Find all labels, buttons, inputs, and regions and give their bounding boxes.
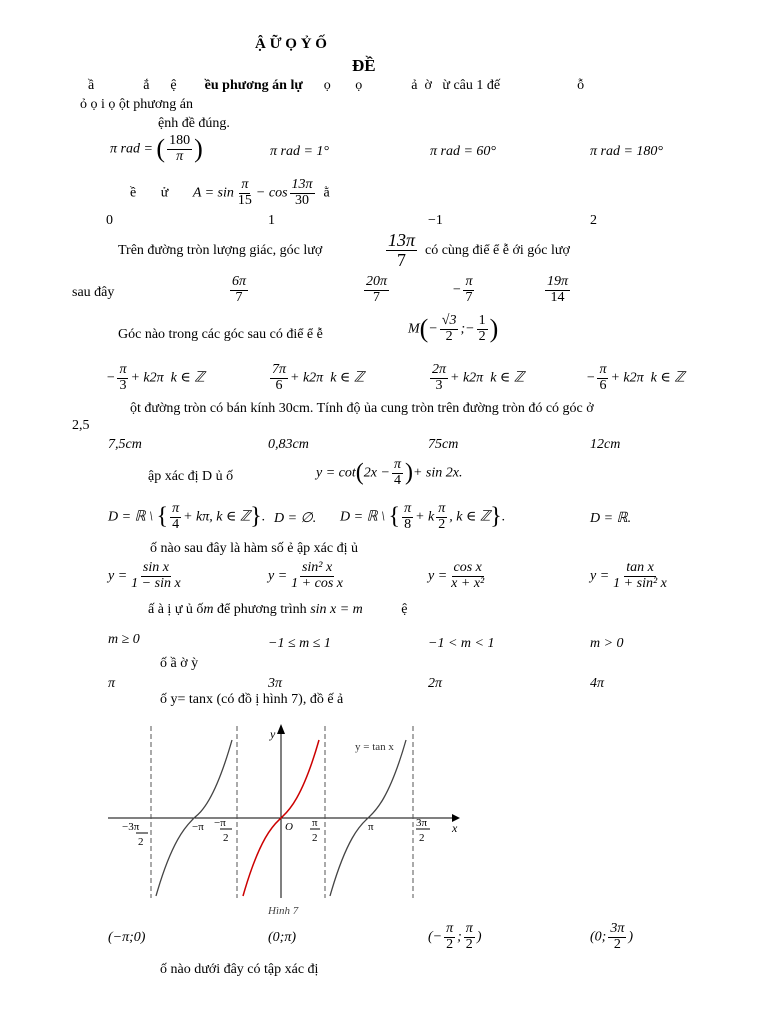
q9-option-d: 4π [590, 676, 605, 691]
q6-stem: ập xác đị D ủ ố [148, 469, 234, 484]
figure-caption: Hình 7 [268, 905, 299, 917]
q7-option-c: y = $\frac{\text{cos x}}{\text{x + x²}}$ [428, 560, 485, 591]
q1-option-b: π rad = 1° [270, 144, 330, 159]
q3-stem-2: có cùng điể ể ễ ới góc lượ [425, 243, 570, 258]
q8-m: m [203, 602, 214, 617]
q9-option-a: π [108, 676, 116, 691]
q10-option-b: (0;π) [268, 930, 296, 945]
y-axis-label: y [270, 727, 276, 741]
q6-option-c: D = ℝ \ { $\frac{\pi}{8}$ + k $\frac{\pi}{2}$ , k ∈ ℤ}. [340, 501, 506, 532]
q1-option-c: π rad = 60° [430, 144, 497, 159]
q4-option-c: $\frac{2\pi}{3}$ + k2π k ∈ ℤ [432, 362, 525, 393]
curve-label: y = tan x [355, 741, 394, 753]
tick-pi-2-num: π [312, 817, 318, 829]
q8-stem-text: ấ à ị ự ủ ố [148, 602, 204, 617]
q4-option-b: $\frac{7\pi}{6}$ + k2π k ∈ ℤ [272, 362, 365, 393]
q2-option-b: 1 [268, 213, 275, 228]
q4-stem: Góc nào trong các góc sau có điể ể ễ [118, 327, 323, 342]
tan-graph-figure [100, 718, 470, 918]
q4-option-d: − $\frac{\pi}{6}$ + k2π k ∈ ℤ [586, 362, 685, 393]
q6-option-a: D = ℝ \ { $\frac{\pi}{4}$ + kπ, k ∈ ℤ}. [108, 501, 266, 532]
q4-option-a: − $\frac{\pi}{3}$ + k2π k ∈ ℤ [106, 362, 205, 393]
q3-option-c: − $\frac{\pi}{7}$ [452, 274, 473, 305]
intro-line-1: ầ ắ ệ ều phương án lự ọ ọ ả ờ ừ câu 1 đế ỗ [88, 78, 585, 93]
intro-line-3: ệnh đề đúng. [158, 116, 230, 131]
q6-option-d: D = ℝ. [590, 511, 632, 526]
q10-stem: ố y= tanx (có đồ ị hình 7), đồ ế ả [160, 692, 344, 707]
q8-stem-2: để phương trình [217, 602, 307, 617]
q3-option-a: $\frac{6\pi}{7}$ [232, 274, 247, 305]
q7-stem: ố nào sau đây là hàm số ẻ ập xác đị ủ [150, 541, 358, 556]
q5-stem-2: 2,5 [72, 418, 90, 433]
q8-option-a: m ≥ 0 [108, 632, 140, 647]
intro-bold: ều phương án lự [204, 78, 303, 93]
q7-option-b: y = $\frac{\text{sin² x}}{\text{1 + cos x}}$ [268, 560, 343, 591]
q4-point: M(− $\frac{√3}{2}$ ;− $\frac{1}{2}$ ) [408, 313, 499, 344]
q8-option-d: m > 0 [590, 636, 624, 651]
q9-option-b: 3π [268, 676, 283, 691]
q7-option-a: y = $\frac{\text{sin x}}{\text{1 − sin x}}$ [108, 560, 181, 591]
origin-label: O [285, 821, 293, 833]
q3-option-b: $\frac{20\pi}{7}$ [366, 274, 388, 305]
q8-option-b: −1 ≤ m ≤ 1 [268, 636, 331, 651]
q2-option-c: −1 [428, 213, 443, 228]
q5-option-c: 75cm [428, 437, 459, 452]
tick-neg-3pi-2-den: 2 [138, 836, 144, 848]
tick-pi: π [368, 821, 374, 833]
tick-neg-3pi-2-num: −3π [122, 821, 140, 833]
title-line: Ậ Ữ Ọ Ỷ Ố [255, 36, 327, 52]
y-axis-arrow [277, 724, 285, 734]
q10-option-c: (− $\frac{\pi}{2}$ ; $\frac{\pi}{2}$ ) [428, 921, 482, 952]
q1-option-a: π rad = ( $\frac{180}{\pi}$ ) [110, 133, 203, 164]
tick-neg-pi-2-num: −π [214, 817, 226, 829]
q3-angle: $\frac{13\pi}{7}$ [388, 230, 416, 270]
tick-neg-pi: −π [192, 821, 204, 833]
x-axis-label: x [452, 821, 458, 835]
tick-neg-pi-2-den: 2 [223, 832, 229, 844]
q5-option-b: 0,83cm [268, 437, 309, 452]
q10-option-a: (−π;0) [108, 930, 146, 945]
q5-option-d: 12cm [590, 437, 621, 452]
q2-option-d: 2 [590, 213, 597, 228]
q3-stem-3: sau đây [72, 285, 115, 300]
q9-option-c: 2π [428, 676, 443, 691]
tick-3pi-2-den: 2 [419, 832, 425, 844]
q2-stem: ề ử A = sin $\frac{\pi}{15}$ − cos $\frac{13\pi}{30}$ ằ [130, 177, 330, 208]
q8-tail: ệ [401, 602, 408, 617]
exam-subtitle: ĐỀ [352, 56, 376, 75]
q8-equation: sin x = m [310, 602, 363, 617]
q5-stem: ột đường tròn có bán kính 30cm. Tính độ ủa cung tròn trên đường tròn đó có góc ở [130, 401, 594, 416]
intro-line-2: ỏ ọ i ọ ột phương án [80, 97, 193, 112]
q10-option-d: (0; $\frac{3\pi}{2}$ ) [590, 921, 634, 952]
q6-option-b: D = ∅. [274, 511, 317, 526]
q5-option-a: 7,5cm [108, 437, 142, 452]
q7-option-d: y = $\frac{\text{tan x}}{\text{1 + sin² x}}$ [590, 560, 667, 591]
q11-stem: ố nào dưới đây có tập xác đị [160, 962, 319, 977]
q3-stem: Trên đường tròn lượng giác, góc lượ [118, 243, 323, 258]
q2-option-a: 0 [106, 213, 113, 228]
q3-option-d: $\frac{19\pi}{14}$ [547, 274, 569, 305]
q1-option-d: π rad = 180° [590, 144, 664, 159]
q8-option-c: −1 < m < 1 [428, 636, 495, 651]
tick-pi-2-den: 2 [312, 832, 318, 844]
q8-stem [148, 602, 408, 618]
q9-stem: ố ầ ờ ỳ [160, 656, 199, 671]
q6-expr: y = cot(2x − $\frac{\pi}{4}$ )+ sin 2x. [316, 457, 463, 488]
tick-3pi-2-num: 3π [416, 817, 428, 829]
